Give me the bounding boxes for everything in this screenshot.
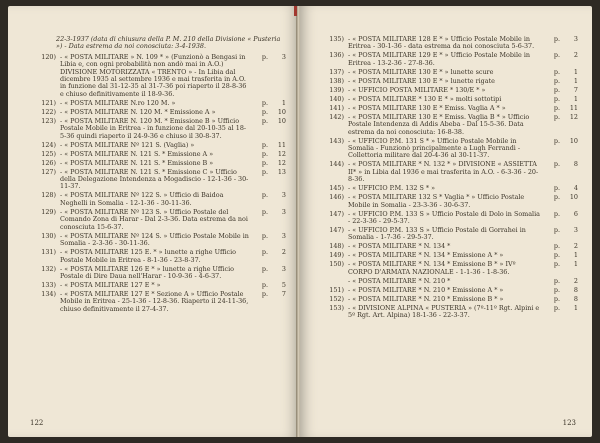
catalog-entry bbox=[30, 266, 286, 281]
entry-text: - « POSTA MILITARE » N. 109 * » (Funzionò a Bengasi in Libia e, con ogni probabilità non andò mai in A.O.) DIVISIONE MOTORIZZATA « TRENTO » - In Libia dal dicembre 1935 al settembre 1936 e mai trasferita in A.O. in funzione dal 31-12-35 al 31-7-36 poi riaperto il 28-8-36 e chiuso definitivamente il 18-9-36. bbox=[60, 52, 247, 98]
entry-number: 146) bbox=[329, 193, 344, 202]
catalog-entry bbox=[318, 227, 578, 242]
entry-text: - « POSTA MILITARE Nº 122 S. » Ufficio di Baidoa Neghelli in Somalia - 12-1-36 - 30-11-36. bbox=[60, 191, 224, 207]
entry-text: - « POSTA MILITARE N. 121 S. * Emissione A » bbox=[60, 149, 214, 158]
page-number-right: 123 bbox=[562, 419, 576, 427]
left-page-content bbox=[30, 36, 286, 315]
catalog-entry bbox=[318, 194, 578, 209]
entry-value: 10 bbox=[569, 136, 578, 145]
entry-p-label: p. bbox=[261, 207, 268, 216]
entry-value: 2 bbox=[573, 276, 578, 285]
entry-value: 3 bbox=[281, 264, 286, 273]
entry-number: 141) bbox=[329, 103, 344, 112]
entry-text: - « UFFICIO P.M. 132 S * » bbox=[348, 184, 436, 193]
entry-p-label: p. bbox=[553, 51, 560, 60]
entry-text: - « POSTA MILITARE * 130 E * » molti sottotipi bbox=[348, 94, 502, 103]
entry-number: 142) bbox=[329, 112, 344, 121]
entry-number: 122) bbox=[41, 107, 56, 116]
entry-number: 127) bbox=[41, 167, 56, 176]
entry-text: - « POSTA MILITARE 129 E * » Ufficio Postale Mobile in Eritrea - 13-2-36 - 27-8-36. bbox=[348, 51, 530, 67]
entry-p-label: p. bbox=[553, 136, 560, 145]
catalog-entry bbox=[318, 305, 578, 320]
bookmark-ribbon bbox=[294, 6, 297, 16]
entry-p-label: p. bbox=[261, 289, 268, 298]
entry-number: 123) bbox=[41, 116, 56, 125]
entry-number: 152) bbox=[329, 294, 344, 303]
entry-number: 135) bbox=[329, 35, 344, 43]
entry-number: 144) bbox=[329, 160, 344, 169]
entry-value: 11 bbox=[569, 103, 578, 112]
right-page-content bbox=[318, 36, 578, 321]
catalog-entry bbox=[318, 211, 578, 226]
entry-number: 136) bbox=[329, 51, 344, 60]
entry-p-label: p. bbox=[261, 248, 268, 257]
entry-value: 3 bbox=[281, 191, 286, 200]
entry-p-label: p. bbox=[553, 260, 560, 269]
catalog-entry bbox=[30, 249, 286, 264]
entry-value: 12 bbox=[277, 149, 286, 158]
entry-text: - « POSTA MILITARE Nº 123 S. » Ufficio Postale del Comando Zona di Harar - Dal 2-3-36. Data estrema da noi conosciuta 15-6-37. bbox=[60, 207, 248, 231]
entry-number: 147) bbox=[329, 209, 344, 218]
entry-p-label: p. bbox=[553, 209, 560, 218]
entry-p-label: p. bbox=[261, 231, 268, 240]
entry-p-label: p. bbox=[261, 158, 268, 167]
entry-number: 120) bbox=[41, 52, 56, 61]
entry-number: 153) bbox=[329, 303, 344, 312]
entry-value: 1 bbox=[573, 260, 578, 269]
entry-text: - « DIVISIONE ALPINA « PUSTERIA » (7º-11º Rgt. Alpini e 5º Rgt. Art. Alpina) 18-1-36 - 22-3-37. bbox=[348, 303, 540, 320]
entry-p-label: p. bbox=[261, 116, 268, 125]
entry-text: - « POSTA MILITARE N. 121 S. * Emissione C » Ufficio della Delegazione Intendenza a Mogadiscio - 12-1-36 - 30-11-37. bbox=[60, 167, 249, 191]
entry-value: 12 bbox=[277, 158, 286, 167]
entry-number: 134) bbox=[41, 289, 56, 298]
entry-p-label: p. bbox=[553, 294, 560, 303]
catalog-entry bbox=[318, 87, 578, 94]
entry-value: 7 bbox=[573, 85, 578, 94]
entry-p-label: p. bbox=[553, 85, 560, 94]
entry-value: 4 bbox=[573, 184, 578, 193]
entry-number: 130) bbox=[41, 231, 56, 240]
entry-value: 1 bbox=[573, 94, 578, 103]
catalog-entry bbox=[318, 78, 578, 85]
catalog-entry bbox=[30, 160, 286, 167]
catalog-entry bbox=[30, 282, 286, 289]
entry-number: 138) bbox=[329, 76, 344, 85]
entry-value: 3 bbox=[281, 231, 286, 240]
catalog-entry bbox=[30, 291, 286, 313]
entry-value: 3 bbox=[281, 207, 286, 216]
entry-value: 8 bbox=[573, 294, 578, 303]
right-entry-list bbox=[318, 36, 578, 320]
catalog-entry bbox=[318, 243, 578, 250]
entry-text: - « POSTA MILITARE * N. 134 * Emissione A * » bbox=[348, 251, 504, 260]
entry-value: 10 bbox=[277, 116, 286, 125]
entry-text: - « POSTA MILITARE 130 E * » lunette rigate bbox=[348, 76, 495, 85]
catalog-entry bbox=[30, 118, 286, 140]
entry-value: 3 bbox=[573, 226, 578, 235]
entry-p-label: p. bbox=[553, 94, 560, 103]
entry-value: 8 bbox=[573, 160, 578, 169]
entry-text: - « UFFICIO POSTA MILITARE * 130/E * » bbox=[348, 85, 486, 94]
entry-text: - « POSTA MILITARE * N. 134 * Emissione B * » IVº CORPO D'ARMATA NAZIONALE - 1-1-36 - 1-8-36. bbox=[348, 260, 516, 276]
entry-text: - « POSTA MILITARE N. 120 M. * Emissione A » bbox=[60, 107, 216, 116]
catalog-entry bbox=[318, 287, 578, 294]
entry-number: 125) bbox=[41, 149, 56, 158]
entry-p-label: p. bbox=[553, 76, 560, 85]
entry-number: 140) bbox=[329, 94, 344, 103]
entry-number: 139) bbox=[329, 85, 344, 94]
entry-text: - « POSTA MILITARE * N. 210 * Emissione B * » bbox=[348, 294, 504, 303]
entry-value: 2 bbox=[573, 242, 578, 251]
catalog-entry bbox=[318, 296, 578, 303]
entry-p-label: p. bbox=[553, 193, 560, 202]
entry-number: 145) bbox=[329, 184, 344, 193]
entry-number: 128) bbox=[41, 191, 56, 200]
left-page bbox=[8, 6, 298, 437]
entry-p-label: p. bbox=[553, 67, 560, 76]
catalog-entry bbox=[318, 252, 578, 259]
catalog-entry bbox=[30, 142, 286, 149]
entry-value: 1 bbox=[573, 303, 578, 312]
entry-p-label: p. bbox=[261, 98, 268, 107]
entry-text: - « POSTA MILITARE * N. 210 * Emissione A * » bbox=[348, 285, 504, 294]
catalog-entry bbox=[30, 169, 286, 191]
right-page bbox=[300, 6, 592, 437]
catalog-entry bbox=[318, 36, 578, 51]
entry-number: 151) bbox=[329, 285, 344, 294]
catalog-entry bbox=[318, 278, 578, 285]
entry-p-label: p. bbox=[261, 264, 268, 273]
entry-p-label: p. bbox=[553, 112, 560, 121]
catalog-entry bbox=[318, 69, 578, 76]
entry-p-label: p. bbox=[553, 276, 560, 285]
entry-number: 126) bbox=[41, 158, 56, 167]
entry-text: - « POSTA MILITARE N.ro 120 M. » bbox=[60, 98, 176, 107]
entry-p-label: p. bbox=[553, 242, 560, 251]
entry-text: - « UFFICIO P.M. 131 S * » Ufficio Postale Mobile in Somalia - Funzionò principalmente a Lugh Ferrandi - Collettoria militare dal 20-4-36 al 30-11-37. bbox=[348, 136, 521, 160]
entry-number: 150) bbox=[329, 260, 344, 269]
entry-value: 12 bbox=[569, 112, 578, 121]
entry-p-label: p. bbox=[261, 140, 268, 149]
catalog-entry bbox=[318, 185, 578, 192]
entry-text: - « UFFICIO P.M. 133 S » Ufficio Postale di Dolo in Somalia - 22-3-36 - 29-5-37. bbox=[348, 209, 540, 226]
catalog-entry bbox=[318, 105, 578, 112]
entry-number: 124) bbox=[41, 140, 56, 149]
entry-value: 2 bbox=[573, 51, 578, 60]
entry-text: - « UFFICIO P.M. 133 S » Ufficio Postale di Gorrahei in Somalia - 1-7-36 - 29-5-37. bbox=[348, 226, 526, 242]
entry-text: - « POSTA MILITARE * N. 210 * bbox=[348, 276, 451, 285]
catalog-entry bbox=[318, 161, 578, 183]
entry-value: 13 bbox=[277, 167, 286, 176]
catalog-entry bbox=[30, 209, 286, 231]
catalog-entry bbox=[30, 54, 286, 98]
entry-text: - « POSTA MILITARE 130 E * Emiss. Vaglia B * » Ufficio Postale Intendenza di Addis Abeba - Dal 15-5-36. Data estrema da noi conosciuta: 16-8-38. bbox=[348, 112, 530, 136]
entry-p-label: p. bbox=[261, 280, 268, 289]
entry-text: - « POSTA MILITARE N. 120 M. * Emissione B » Ufficio Postale Mobile in Eritrea - in funzione dal 20-10-35 al 18-5-36 quindi riaperto il 24-9-36 e chiuso il 30-8-37. bbox=[60, 116, 247, 140]
entry-value: 3 bbox=[281, 52, 286, 61]
entry-value: 11 bbox=[277, 140, 286, 149]
entry-value: 7 bbox=[281, 289, 286, 298]
entry-value: 6 bbox=[573, 209, 578, 218]
entry-p-label: p. bbox=[553, 184, 560, 193]
entry-p-label: p. bbox=[553, 35, 560, 43]
continuation-text: 22-3-1937 (data di chiusura della P. M. 210 della Divisione « Pusteria ») - Data estrema da noi conosciuta: 3-4-1938. bbox=[56, 35, 281, 51]
entry-text: - « POSTA MILITARE 128 E * » Ufficio Postale Mobile in Eritrea - 30-1-36 - data estrema da noi conosciuta 5-6-37. bbox=[348, 35, 535, 51]
entry-number: 129) bbox=[41, 207, 56, 216]
entry-value: 10 bbox=[277, 107, 286, 116]
entry-value: 2 bbox=[281, 248, 286, 257]
entry-text: - « POSTA MILITARE N. 121 S. * Emissione B » bbox=[60, 158, 214, 167]
entry-value: 1 bbox=[281, 98, 286, 107]
entry-value: 1 bbox=[573, 76, 578, 85]
catalog-entry bbox=[318, 96, 578, 103]
catalog-entry bbox=[318, 261, 578, 276]
catalog-entry bbox=[30, 100, 286, 107]
entry-p-label: p. bbox=[553, 303, 560, 312]
entry-p-label: p. bbox=[261, 107, 268, 116]
entry-text: - « POSTA MILITARE * N. 132 * » DIVISIONE « ASSIETTA II* » in Libia dal 1936 e mai trasferita in A.O. - 6-3-36 - 20-8-36. bbox=[348, 160, 539, 184]
entry-value: 1 bbox=[573, 67, 578, 76]
entry-text: - « POSTA MILITARE 126 E * » lunette a righe Ufficio Postale di Dire Daua nell'Harar - 10-9-36 - 4-6-37. bbox=[60, 264, 234, 280]
catalog-entry bbox=[30, 109, 286, 116]
entry-value: 5 bbox=[281, 280, 286, 289]
entry-text: - « POSTA MILITARE Nº 121 S. (Vaglia) » bbox=[60, 140, 195, 149]
entry-p-label: p. bbox=[553, 160, 560, 169]
entry-number: 137) bbox=[329, 67, 344, 76]
entry-p-label: p. bbox=[261, 167, 268, 176]
entry-text: - « POSTA MILITARE 130 E * Emiss. Vaglia A * » bbox=[348, 103, 506, 112]
catalog-entry bbox=[30, 233, 286, 248]
entry-p-label: p. bbox=[553, 285, 560, 294]
entry-number: 149) bbox=[329, 251, 344, 260]
catalog-entry bbox=[30, 192, 286, 207]
entry-number: 132) bbox=[41, 264, 56, 273]
entry-text: - « POSTA MILITARE 125 E. * » lunette a righe Ufficio Postale Mobile in Eritrea - 8-1-36 - 23-8-37. bbox=[60, 248, 237, 264]
page-number-left: 122 bbox=[30, 419, 44, 427]
catalog-entry bbox=[318, 52, 578, 67]
entry-number: 121) bbox=[41, 98, 56, 107]
entry-number: 131) bbox=[41, 248, 56, 257]
entry-p-label: p. bbox=[553, 251, 560, 260]
catalog-entry bbox=[318, 114, 578, 136]
entry-text: - « POSTA MILITARE 127 E * Sezione A » Ufficio Postale Mobile in Eritrea - 25-1-36 - 12-8-36. Riaperto il 24-11-36, chiuso definitivamente il 27-4-37. bbox=[60, 289, 249, 313]
entry-number bbox=[318, 278, 348, 285]
entry-number: 148) bbox=[329, 242, 344, 251]
entry-p-label: p. bbox=[261, 149, 268, 158]
catalog-entry bbox=[318, 138, 578, 160]
entry-number: 143) bbox=[329, 136, 344, 145]
entry-text: - « POSTA MILITARE 132 S * Vaglia * » Ufficio Postale Mobile in Somalia - 23-3-36 - 30-6-37. bbox=[348, 193, 525, 209]
entry-p-label: p. bbox=[553, 226, 560, 235]
entry-number: 133) bbox=[41, 280, 56, 289]
entry-value: 10 bbox=[569, 193, 578, 202]
entry-text: - « POSTA MILITARE Nº 124 S. » Ufficio Postale Mobile in Somalia - 2-3-36 - 30-11-36. bbox=[60, 231, 249, 248]
entry-number: 147) bbox=[329, 226, 344, 235]
left-entry-list bbox=[30, 54, 286, 313]
entry-value: 1 bbox=[573, 251, 578, 260]
entry-value: 3 bbox=[573, 35, 578, 43]
catalog-entry bbox=[30, 151, 286, 158]
entry-p-label: p. bbox=[261, 191, 268, 200]
entry-p-label: p. bbox=[553, 103, 560, 112]
entry-value: 8 bbox=[573, 285, 578, 294]
entry-p-label: p. bbox=[261, 52, 268, 61]
open-book bbox=[8, 6, 592, 437]
entry-text: - « POSTA MILITARE * N. 134 * bbox=[348, 242, 451, 251]
entry-text: - « POSTA MILITARE 127 E * » bbox=[60, 280, 161, 289]
entry-text: - « POSTA MILITARE 130 E * » lunette scure bbox=[348, 67, 494, 76]
